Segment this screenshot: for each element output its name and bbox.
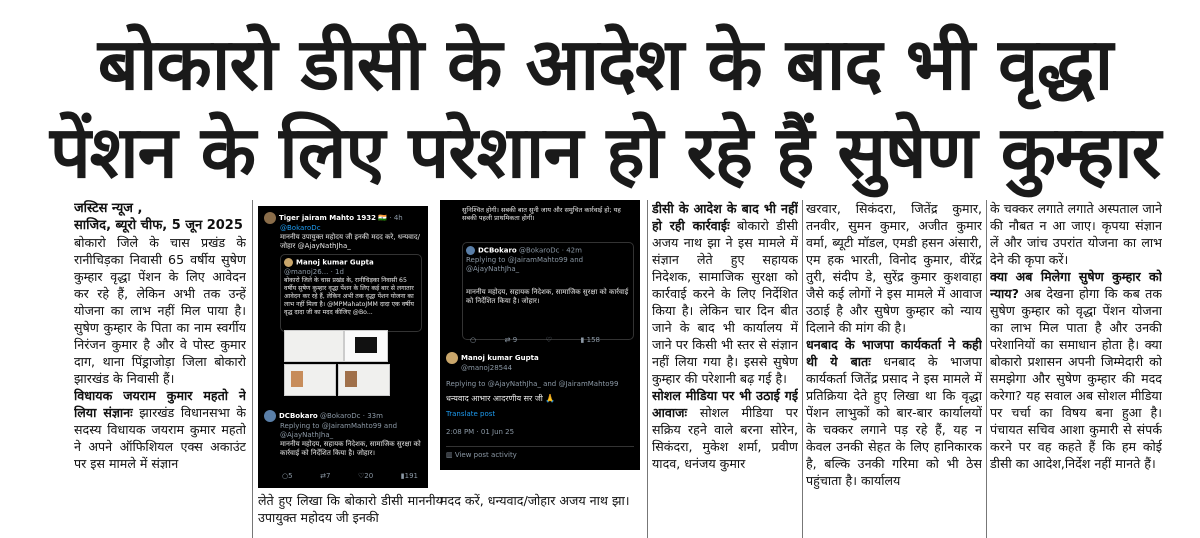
column-divider: [647, 200, 648, 538]
tweet-reply-handle: @BokaroDc: [280, 224, 321, 232]
paragraph-text: सोशल मीडिया पर सक्रिय रहने वाले बरना सोरेन, सिकंदरा, मुकेश शर्मा, प्रवीण यादव, धनंजय कुमार: [652, 405, 798, 471]
document-image: [338, 364, 390, 396]
quoted-text: बोकारो जिले के चास प्रखंड के, रानीचिड़का निवासी 65 वर्षीय सुषेण कुम्हार वृद्धा पेंशन के लिए कई बार से लगातार आवेदन कर रहे हैं, लेकिन अभी तक वृद्धा पेंशन योजना का लाभ नहीं मिला है। @MPMahatoJMM दादा एक वर्षीय वृद्ध दादा जी का मदद कीजिए @Bo...: [284, 276, 414, 316]
column-divider: [986, 200, 987, 538]
column-divider: [802, 200, 803, 538]
headline-line-2: पेंशन के लिए परेशान हो रहे हैं सुषेण कुम्हार: [49, 110, 1161, 194]
tweet-screenshot-2: [440, 200, 640, 470]
document-image: [344, 330, 388, 362]
subheading: डीसी के आदेश के बाद भी नहीं हो रही कार्रवाईः: [652, 201, 798, 233]
reply-tweet-body: [280, 422, 422, 458]
paragraph-text: धनबाद के भाजपा कार्यकर्ता जितेंद्र प्रसाद ने इस मामले में प्रतिक्रिया देते हुए लिखा था कि वृद्धा पेंशन लाभुकों को बार-बार कार्यालयों के चक्कर लगाने पड़ रहे हैं, यह न केवल उनकी सेहत के लिए हानिकारक है, बल्कि उनकी गरिमा को भी ठेस पहुंचाता है। कार्यालय: [806, 354, 982, 488]
retweet-count[interactable]: ⇄ 9: [504, 336, 518, 344]
tweet-timestamp: 2:08 PM · 01 Jun 25: [446, 428, 515, 436]
article-continuation: लेते हुए लिखा कि बोकारो डीसी माननीय उपायुक्त महोदय जी इनकी: [258, 493, 443, 525]
attached-images: [284, 330, 418, 394]
quoted-author-name: DCBokaro: [478, 246, 517, 255]
tweet-text: धन्यवाद आभार आदरणीय सर जी 🙏: [446, 394, 556, 403]
tweet-time: · 4h: [389, 214, 403, 222]
replying-to: Replying to @AjayNathJha_ and @JairamMahto99: [446, 380, 619, 388]
tweet-handle: @manoj28544: [461, 364, 513, 372]
article-paragraph-with-subhead: [652, 387, 798, 472]
reply-tweet-header: [264, 410, 422, 422]
comment-count[interactable]: ○5: [282, 472, 293, 480]
document-image: [284, 330, 344, 362]
avatar: [264, 410, 276, 422]
reply-text: माननीय महोदय, सहायक निदेशक, सामाजिक सुरक्षा को कार्रवाई को निर्देशित किया है। जोहार।: [280, 440, 421, 457]
reply-author-name: DCBokaro: [279, 412, 318, 420]
article-column-3: [652, 200, 798, 538]
quoted-handle: @BokaroDc · 42m: [518, 246, 582, 255]
tweet-body: [446, 380, 634, 460]
quoted-text: माननीय महोदय, सहायक निदेशक, सामाजिक सुरक्षा को कार्रवाई को निर्देशित किया है। जोहार।: [466, 287, 629, 305]
retweet-count[interactable]: ⇄7: [320, 472, 331, 480]
quoted-tweet: [462, 242, 634, 340]
tweet-screenshot-1: [258, 206, 428, 488]
tweet-action-bar: [470, 336, 600, 345]
paragraph-text: झारखंड विधानसभा के सदस्य विधायक जयराम कुमार महतो ने अपने ऑफिशियल एक्स अकाउंट पर इस मामले में संज्ञान: [74, 405, 246, 471]
column-divider: [252, 200, 253, 538]
reply-handle: @BokaroDc · 33m: [319, 412, 383, 420]
replying-to: Replying to @JairamMahto99 and @AjayNathJha_: [280, 422, 398, 439]
article-column-1: [74, 200, 246, 538]
avatar: [446, 352, 458, 364]
subheading: विधायक जयराम कुमार महतो ने लिया संज्ञानः: [74, 388, 246, 420]
paragraph-text: अब देखना होगा कि कब तक सुषेण कुम्हार को वृद्धा पेंशन योजना का लाभ मिल पाता है और उनकी परेशानियों का समाधान होता है। क्या बोकारो प्रशासन अपनी जिम्मेदारी को समझेगा और सुषेण कुम्हार की मदद करेगा? यह सवाल अब सोशल मीडिया पर चर्चा का विषय बना हुआ है। पंचायत सचिव आशा कुमारी से संपर्क करने पर वह कहते हैं कि हम कोई डीसी का आदेश,निर्देश नहीं मानते हैं।: [990, 286, 1162, 471]
article-paragraph-with-subhead: [74, 387, 246, 472]
avatar: [264, 212, 276, 224]
view-post-activity[interactable]: ▥ View post activity: [446, 446, 634, 460]
like-count[interactable]: ♡20: [358, 472, 374, 480]
headline-line-1: बोकारो डीसी के आदेश के बाद भी वृद्धा: [97, 22, 1113, 106]
article-paragraph: के चक्कर लगाते लगाते अस्पताल जाने की नौबत न आ जाए। कृपया संज्ञान लें और जांच उपरांत योजना का लाभ देने की कृपा करें।: [990, 201, 1162, 267]
subheading: सोशल मीडिया पर भी उठाई गई आवाजः: [652, 388, 798, 420]
replying-to: Replying to @JairamMahto99 and @AjayNathJha_: [466, 255, 584, 273]
quoted-handle: @manoj26... · 1d: [284, 267, 344, 276]
quoted-tweet: [280, 254, 422, 332]
subheading: क्या अब मिलेगा सुषेण कुम्हार को न्याय?: [990, 269, 1162, 301]
tweet-text: माननीय उपायुक्त महोदय जी इनकी मदद करे, धन्यवाद/ जोहार @AjayNathJha_: [280, 233, 420, 250]
tweet-author-name: Tiger jairam Mahto 1932 🇮🇳: [279, 214, 388, 222]
tweet-action-bar: [282, 472, 418, 481]
tweet-header: [446, 352, 634, 373]
tweet-text-top: सुनिश्चित होगी। सबकी बात सुनी जाय और समुचित कार्रवाई हो; यह सबकी पहली प्राथमिकता होगी।: [462, 206, 621, 222]
dateline-source: जस्टिस न्यूज ,: [74, 201, 143, 216]
comment-icon[interactable]: ○: [470, 336, 477, 344]
tweet-author-name: Manoj kumar Gupta: [461, 354, 539, 362]
article-paragraph-with-subhead: [652, 200, 798, 387]
article-paragraph: बोकारो जिले के चास प्रखंड के रानीचिड़का निवासी 65 वर्षीय सुषेण कुम्हार वृद्धा पेंशन के लिए आवेदन कर रहे हैं, लेकिन अभी तक उन्हें योजना का लाभ नहीं मिल पाया है। सुषेण कुम्हार के पिता का नाम स्वर्गीय निरंजन कुमार है और वे पोस्ट कुमार दाग, थाना पिंड्राजोड़ा जिला बोकारो झारखंड के निवासी हैं।: [74, 235, 246, 386]
article-continuation: मदद करें, धन्यवाद/जोहार अजय नाथ झा।: [440, 493, 630, 508]
dateline-author: साजिद, ब्यूरो चीफ, 5 जून 2025: [74, 218, 243, 233]
views-count[interactable]: ▮191: [400, 472, 418, 480]
aadhaar-card-image: [284, 364, 336, 396]
translate-link[interactable]: Translate post: [446, 410, 496, 418]
article-column-4: [806, 200, 982, 538]
quoted-author-name: Manoj kumar Gupta: [296, 258, 374, 267]
article-paragraph: खरवार, सिकंदरा, जितेंद्र कुमार, तनवीर, सुमन कुमार, अजीत कुमार वर्मा, ब्यूटी मॉडल, एमडी हसन अंसारी, एम हक भारती, विनोद कुमार, वीरेंद्र तुरी, संदीप डे, सुरेंद्र कुमार कुशवाहा जैसे कई लोगों ने इस मामले में आवाज उठाई है और सुषेण कुम्हार को न्याय दिलाने की मांग की है।: [806, 201, 982, 335]
article-paragraph-with-subhead: [990, 268, 1162, 472]
avatar: [466, 246, 475, 255]
tweet-body: [280, 224, 422, 251]
subheading: धनबाद के भाजपा कार्यकर्ता ने कही थी ये बातः: [806, 337, 982, 369]
paragraph-text: बोकारो डीसी अजय नाथ झा ने इस मामले में संज्ञान लेते हुए सहायक निदेशक, सामाजिक सुरक्षा को कार्रवाई करने के लिए निर्देशित किया है। लेकिन चार दिन बीत जाने के बाद भी कार्यालय में जाने पर किसी भी स्तर से संज्ञान नहीं लिया गया है। इससे सुषेण कुम्हार की परेशानी बढ़ गई है।: [652, 218, 798, 386]
article-column-5: [990, 200, 1162, 538]
like-icon[interactable]: ♡: [545, 336, 553, 344]
avatar: [284, 258, 293, 267]
views-count[interactable]: ▮ 158: [580, 336, 600, 344]
article-paragraph-with-subhead: [806, 336, 982, 489]
tweet-header: [264, 212, 422, 224]
